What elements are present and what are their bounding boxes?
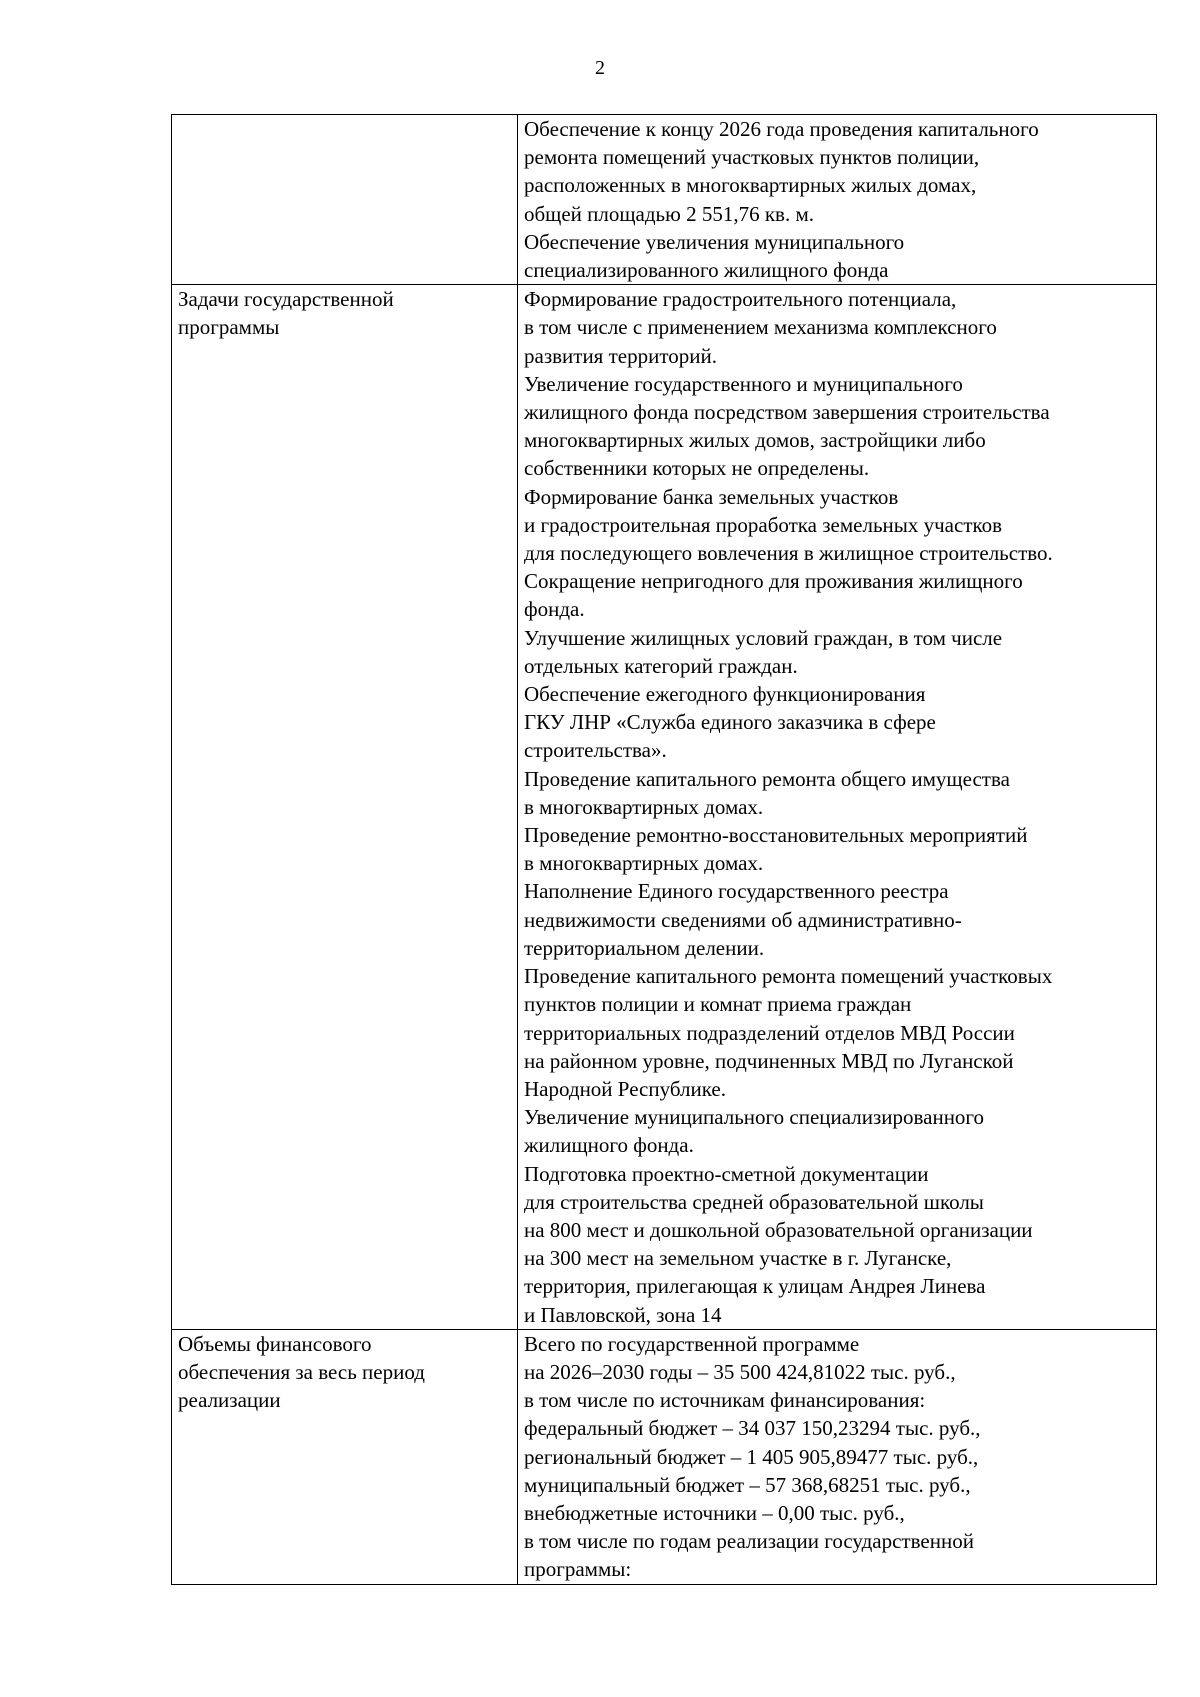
- text-line: развития территорий.: [524, 343, 717, 368]
- text-line: в многоквартирных домах.: [524, 794, 764, 819]
- page-number: 2: [595, 57, 605, 79]
- text-line: в многоквартирных домах.: [524, 851, 764, 876]
- row-label-line: реализации: [178, 1388, 281, 1413]
- text-line: в том числе по годам реализации государственной: [524, 1529, 974, 1554]
- text-line: недвижимости сведениями об административно-: [524, 907, 962, 932]
- text-line: и градостроительная проработка земельных участков: [524, 512, 1003, 537]
- text-line: на 2026–2030 годы – 35 500 424,81022 тыс. руб.,: [524, 1359, 956, 1384]
- text-line: фонда.: [524, 597, 585, 622]
- text-line: жилищного фонда посредством завершения строительства: [524, 400, 1050, 425]
- text-line: Наполнение Единого государственного реестра: [524, 879, 949, 904]
- text-line: Увеличение муниципального специализированного: [524, 1105, 985, 1130]
- text-line: федеральный бюджет – 34 037 150,23294 тыс. руб.,: [524, 1416, 981, 1441]
- row-label-line: программы: [178, 315, 280, 340]
- text-line: ремонта помещений участковых пунктов полиции,: [524, 145, 980, 170]
- text-line: муниципальный бюджет – 57 368,68251 тыс. руб.,: [524, 1472, 971, 1497]
- row-label-cell: [172, 285, 518, 1330]
- table-row-goals-continued: [172, 115, 1157, 285]
- text-line: Всего по государственной программе: [524, 1331, 860, 1356]
- table-body: [172, 115, 1157, 1585]
- text-line: Подготовка проектно-сметной документации: [524, 1161, 929, 1186]
- text-line: Увеличение государственного и муниципального: [524, 371, 963, 396]
- text-line: региональный бюджет – 1 405 905,89477 тыс. руб.,: [524, 1444, 979, 1469]
- text-line: внебюджетные источники – 0,00 тыс. руб.,: [524, 1500, 905, 1525]
- text-line: Формирование градостроительного потенциала,: [524, 287, 957, 312]
- text-line: Проведение капитального ремонта общего имущества: [524, 766, 1010, 791]
- text-line: собственники которых не определены.: [524, 456, 870, 481]
- text-line: на 800 мест и дошкольной образовательной организации: [524, 1217, 1033, 1242]
- text-line: Народной Республике.: [524, 1076, 726, 1101]
- program-passport-table: [171, 114, 1157, 1585]
- text-line: и Павловской, зона 14: [524, 1302, 722, 1327]
- table-row-program-tasks: [172, 285, 1157, 1330]
- text-line: Сокращение непригодного для проживания жилищного: [524, 569, 1023, 594]
- table-row-funding-volume: [172, 1329, 1157, 1584]
- text-line: ГКУ ЛНР «Служба единого заказчика в сфере: [524, 710, 936, 735]
- row-label-line: Объемы финансового: [178, 1331, 372, 1356]
- text-line: расположенных в многоквартирных жилых домах,: [524, 173, 977, 198]
- row-label-line: Задачи государственной: [178, 287, 394, 312]
- text-line: на районном уровне, подчиненных МВД по Луганской: [524, 1048, 1014, 1073]
- text-line: на 300 мест на земельном участке в г. Луганске,: [524, 1246, 952, 1271]
- text-line: пунктов полиции и комнат приема граждан: [524, 992, 912, 1017]
- text-line: программы:: [524, 1557, 632, 1582]
- text-line: Обеспечение к концу 2026 года проведения капитального: [524, 117, 1039, 141]
- row-content-cell: [518, 1329, 1157, 1584]
- row-content-cell: [518, 285, 1157, 1330]
- text-line: территориальном делении.: [524, 935, 765, 960]
- row-content-cell: [518, 115, 1157, 285]
- text-line: территориальных подразделений отделов МВД России: [524, 1020, 1015, 1045]
- text-line: Проведение капитального ремонта помещений участковых: [524, 964, 1053, 989]
- row-label-cell: [172, 1329, 518, 1584]
- text-line: Формирование банка земельных участков: [524, 484, 899, 509]
- text-line: многоквартирных жилых домов, застройщики либо: [524, 428, 986, 453]
- text-line: территория, прилегающая к улицам Андрея Линева: [524, 1274, 986, 1299]
- text-line: в том числе с применением механизма комплексного: [524, 315, 997, 340]
- text-line: в том числе по источникам финансирования:: [524, 1388, 926, 1413]
- text-line: специализированного жилищного фонда: [524, 258, 889, 283]
- text-line: Обеспечение ежегодного функционирования: [524, 682, 926, 707]
- text-line: строительства».: [524, 738, 667, 763]
- text-line: общей площадью 2 551,76 кв. м.: [524, 201, 814, 226]
- text-line: отдельных категорий граждан.: [524, 653, 798, 678]
- text-line: Улучшение жилищных условий граждан, в том числе: [524, 625, 1003, 650]
- text-line: для строительства средней образовательной школы: [524, 1189, 984, 1214]
- text-line: для последующего вовлечения в жилищное строительство.: [524, 541, 1053, 566]
- text-line: жилищного фонда.: [524, 1133, 694, 1158]
- row-label-cell: [172, 115, 518, 285]
- text-line: Проведение ремонтно-восстановительных мероприятий: [524, 823, 1028, 848]
- row-label-line: обеспечения за весь период: [178, 1359, 425, 1384]
- text-line: Обеспечение увеличения муниципального: [524, 229, 905, 254]
